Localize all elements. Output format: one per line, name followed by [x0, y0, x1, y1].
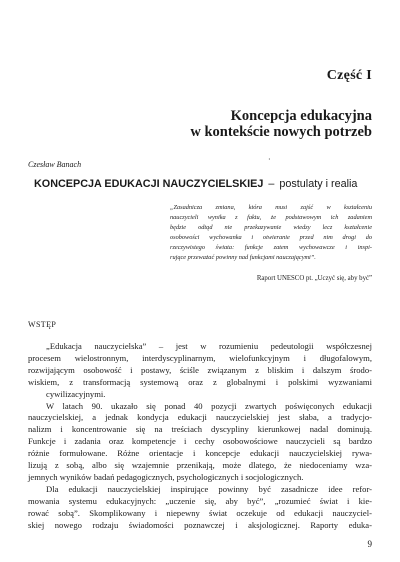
part-title-line: Koncepcja edukacyjna: [230, 108, 372, 124]
body-text: [28, 341, 372, 532]
article-title-main: KONCEPCJA EDUKACJI NAUCZYCIELSKIEJ: [34, 178, 264, 190]
decorative-dot: ·: [268, 155, 271, 164]
epigraph-line: będzie odtąd nie przekazywanie wiedzy lecz kształcenie: [170, 224, 372, 231]
page-number: 9: [367, 539, 372, 549]
body-line: skiej nowego rodzaju świadomości poznawczej i aksjologicznej. Raporty eduka-: [28, 519, 372, 530]
body-line: wiskiem, z transformacją systemową oraz z globalnymi i polskimi wyzwaniami: [28, 376, 372, 387]
section-heading: WSTĘP: [28, 320, 57, 329]
part-title: [72, 108, 372, 140]
body-line: Dla edukacji nauczycielskiej inspirujące powinny być zasadnicze idee refor-: [46, 483, 372, 494]
body-line: „Edukacja nauczycielska” – jest w rozumieniu pedeutologii współczesnej: [46, 341, 372, 351]
body-line: cywilizacyjnymi.: [46, 388, 106, 399]
part-title-line: w kontekście nowych potrzeb: [190, 124, 372, 140]
epigraph-line: nauczycieli wynika z faktu, że podstawowym ich zadaniem: [170, 214, 372, 221]
epigraph-source: Raport UNESCO pt. „Uczyć się, aby być”: [256, 275, 372, 282]
body-line: jemnych wyników badań pedagogicznych, psychologicznych i socjologicznych.: [28, 471, 304, 482]
epigraph-line: osobowości wychowanka i otwieranie przed nim drogi do: [170, 234, 372, 241]
body-line: procesem wielostronnym, interdyscyplinarnym, wielofunkcyjnym i długofalowym,: [28, 352, 372, 363]
body-line: różnie formułowane. Różne orientacje i koncepcje edukacji nauczycielskiej rywa-: [28, 448, 372, 459]
article-title-separator: –: [268, 178, 275, 190]
body-line: lizują z sobą, albo się wzajemnie przenikają, może dlatego, że niedoceniamy wza-: [28, 460, 372, 471]
body-line: rozwijającym osobowość i postawy, ściśle związanym z bliskim i dalszym środo-: [28, 364, 372, 375]
article-title: [34, 178, 374, 190]
body-line: Funkcje i zadania oraz kompetencje i cechy osobowościowe nauczycieli są bardzo: [28, 436, 372, 447]
body-line: nalizm i koncentrowanie się na treściach dyscypliny kierunkowej nadal dominują.: [28, 424, 372, 435]
epigraph-line: „Zasadnicza zmiana, która musi zajść w kształceniu: [170, 204, 372, 211]
part-label: Część I: [326, 68, 372, 83]
epigraph: [170, 203, 372, 263]
body-line: W latach 90. ukazało się ponad 40 pozycji zwartych poświęconych edukacji: [46, 400, 372, 411]
epigraph-line: rujące przeważać powinny nad funkcjami nauczającymi”.: [170, 254, 316, 261]
body-line: rować sobą”. Skomplikowany i niepewny świat oczekuje od edukacji nauczyciel-: [28, 507, 372, 518]
article-title-sub: postulaty i realia: [279, 178, 358, 190]
body-line: nauczycielskiej, a jednak kondycja edukacji nauczycielskiej jest słaba, a tradycjo-: [28, 412, 372, 423]
author-name: Czesław Banach: [28, 160, 82, 169]
body-line: mowania systemu edukacyjnych: „uczenie się, aby być”, „rozumieć świat i kie-: [28, 495, 372, 506]
epigraph-line: rzeczywistego świata: funkcje zatem wychowawcze i inspi-: [170, 244, 372, 251]
